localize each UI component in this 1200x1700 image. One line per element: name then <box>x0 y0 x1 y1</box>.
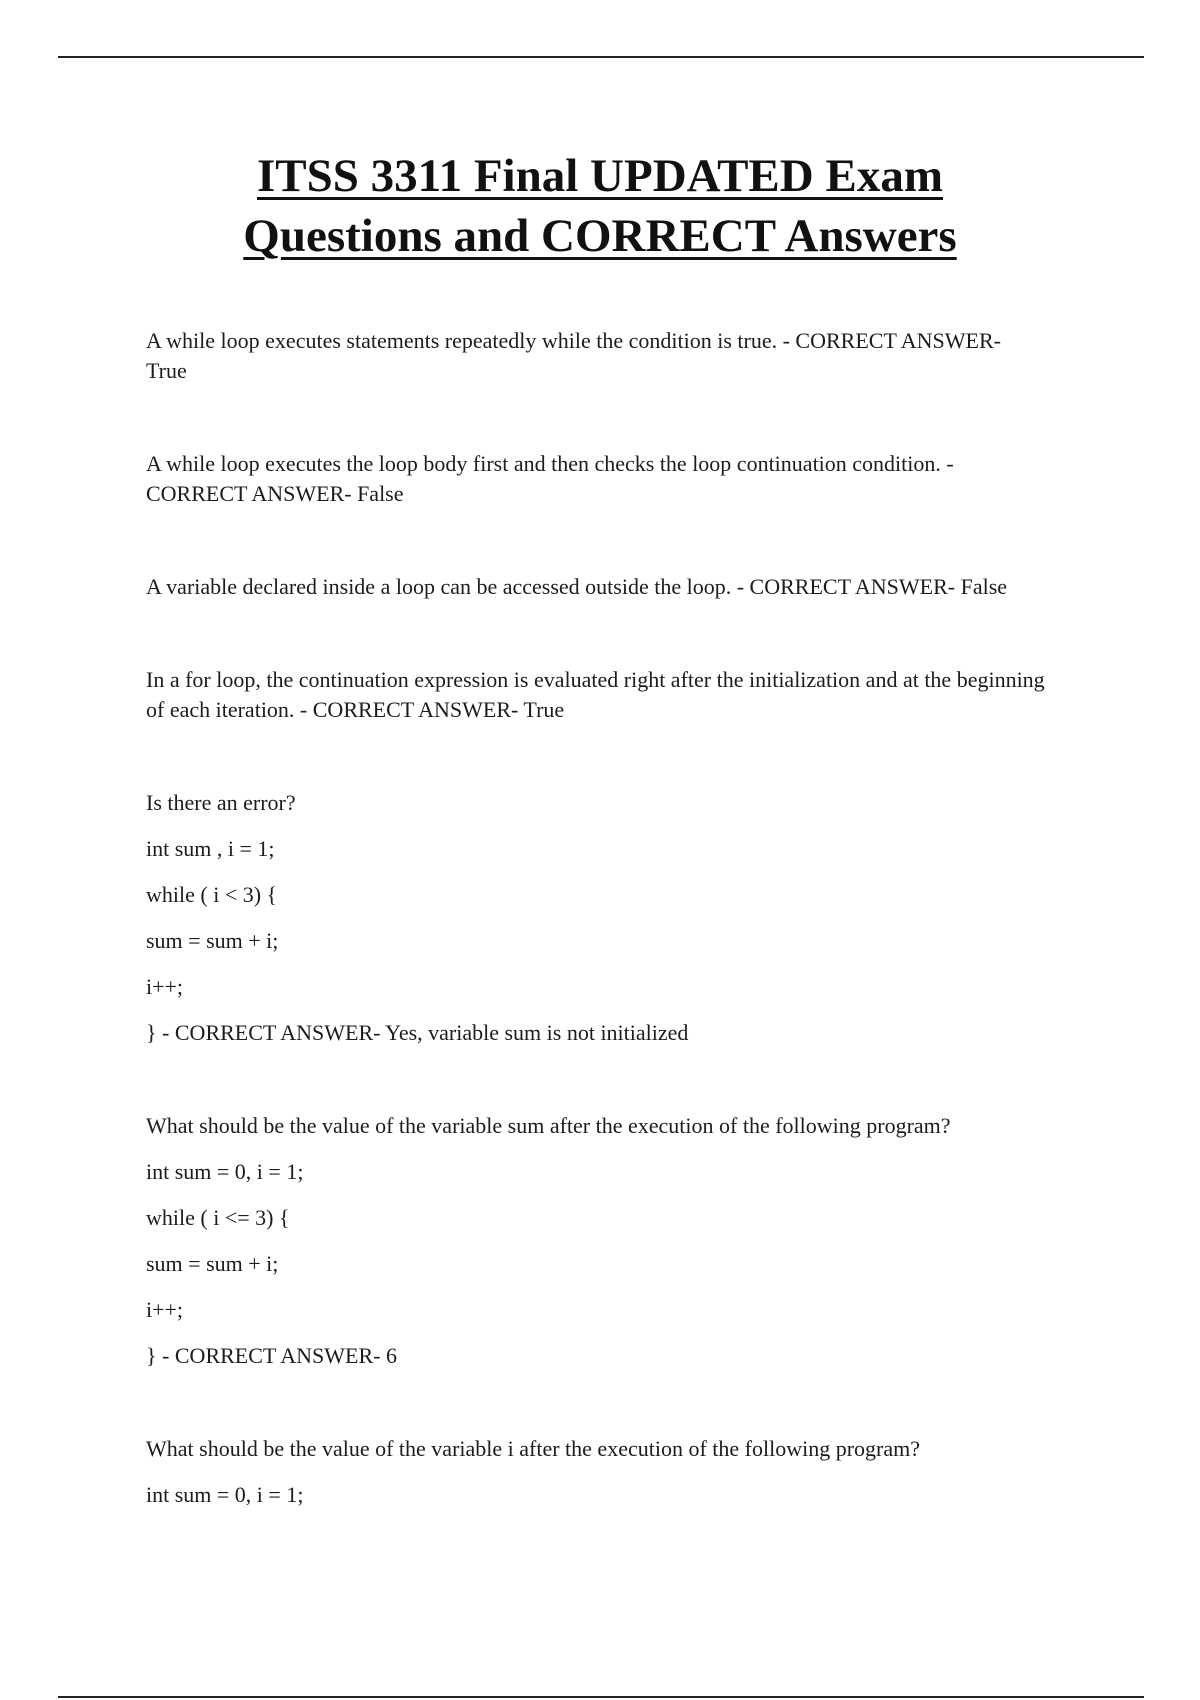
question-5 <box>146 788 1046 1048</box>
code-line: i++; <box>146 1297 184 1322</box>
code-line: while ( i < 3) { <box>146 882 278 907</box>
document-title <box>0 146 1200 266</box>
question-text: A while loop executes the loop body first and then checks the loop continuation condition. - CORRECT ANSWER- False <box>146 451 954 506</box>
question-text: In a for loop, the continuation expression is evaluated right after the initialization and at the beginning of each iteration. - CORRECT ANSWER- True <box>146 667 1045 722</box>
question-line: What should be the value of the variable i after the execution of the following program? <box>146 1436 920 1461</box>
question-line: What should be the value of the variable sum after the execution of the following program? <box>146 1113 951 1138</box>
question-6 <box>146 1111 1046 1371</box>
title-line-2: Questions and CORRECT Answers <box>243 210 957 262</box>
answer-line: } - CORRECT ANSWER- Yes, variable sum is not initialized <box>146 1020 689 1045</box>
question-list <box>146 326 1046 1573</box>
code-line: while ( i <= 3) { <box>146 1205 290 1230</box>
question-1 <box>146 326 1046 386</box>
title-line-1: ITSS 3311 Final UPDATED Exam <box>257 150 943 202</box>
question-2 <box>146 449 1046 509</box>
code-line: sum = sum + i; <box>146 928 279 953</box>
code-line: int sum = 0, i = 1; <box>146 1482 304 1507</box>
question-text: A variable declared inside a loop can be accessed outside the loop. - CORRECT ANSWER- False <box>146 574 1008 599</box>
question-4 <box>146 665 1046 725</box>
bottom-divider <box>58 1696 1144 1698</box>
code-line: sum = sum + i; <box>146 1251 279 1276</box>
code-line: i++; <box>146 974 184 999</box>
question-7 <box>146 1434 1046 1510</box>
code-line: int sum , i = 1; <box>146 836 275 861</box>
top-divider <box>58 56 1144 58</box>
code-line: int sum = 0, i = 1; <box>146 1159 304 1184</box>
answer-line: } - CORRECT ANSWER- 6 <box>146 1343 397 1368</box>
question-line: Is there an error? <box>146 790 296 815</box>
question-text: A while loop executes statements repeatedly while the condition is true. - CORRECT ANSWER- True <box>146 328 1001 383</box>
question-3 <box>146 572 1046 602</box>
